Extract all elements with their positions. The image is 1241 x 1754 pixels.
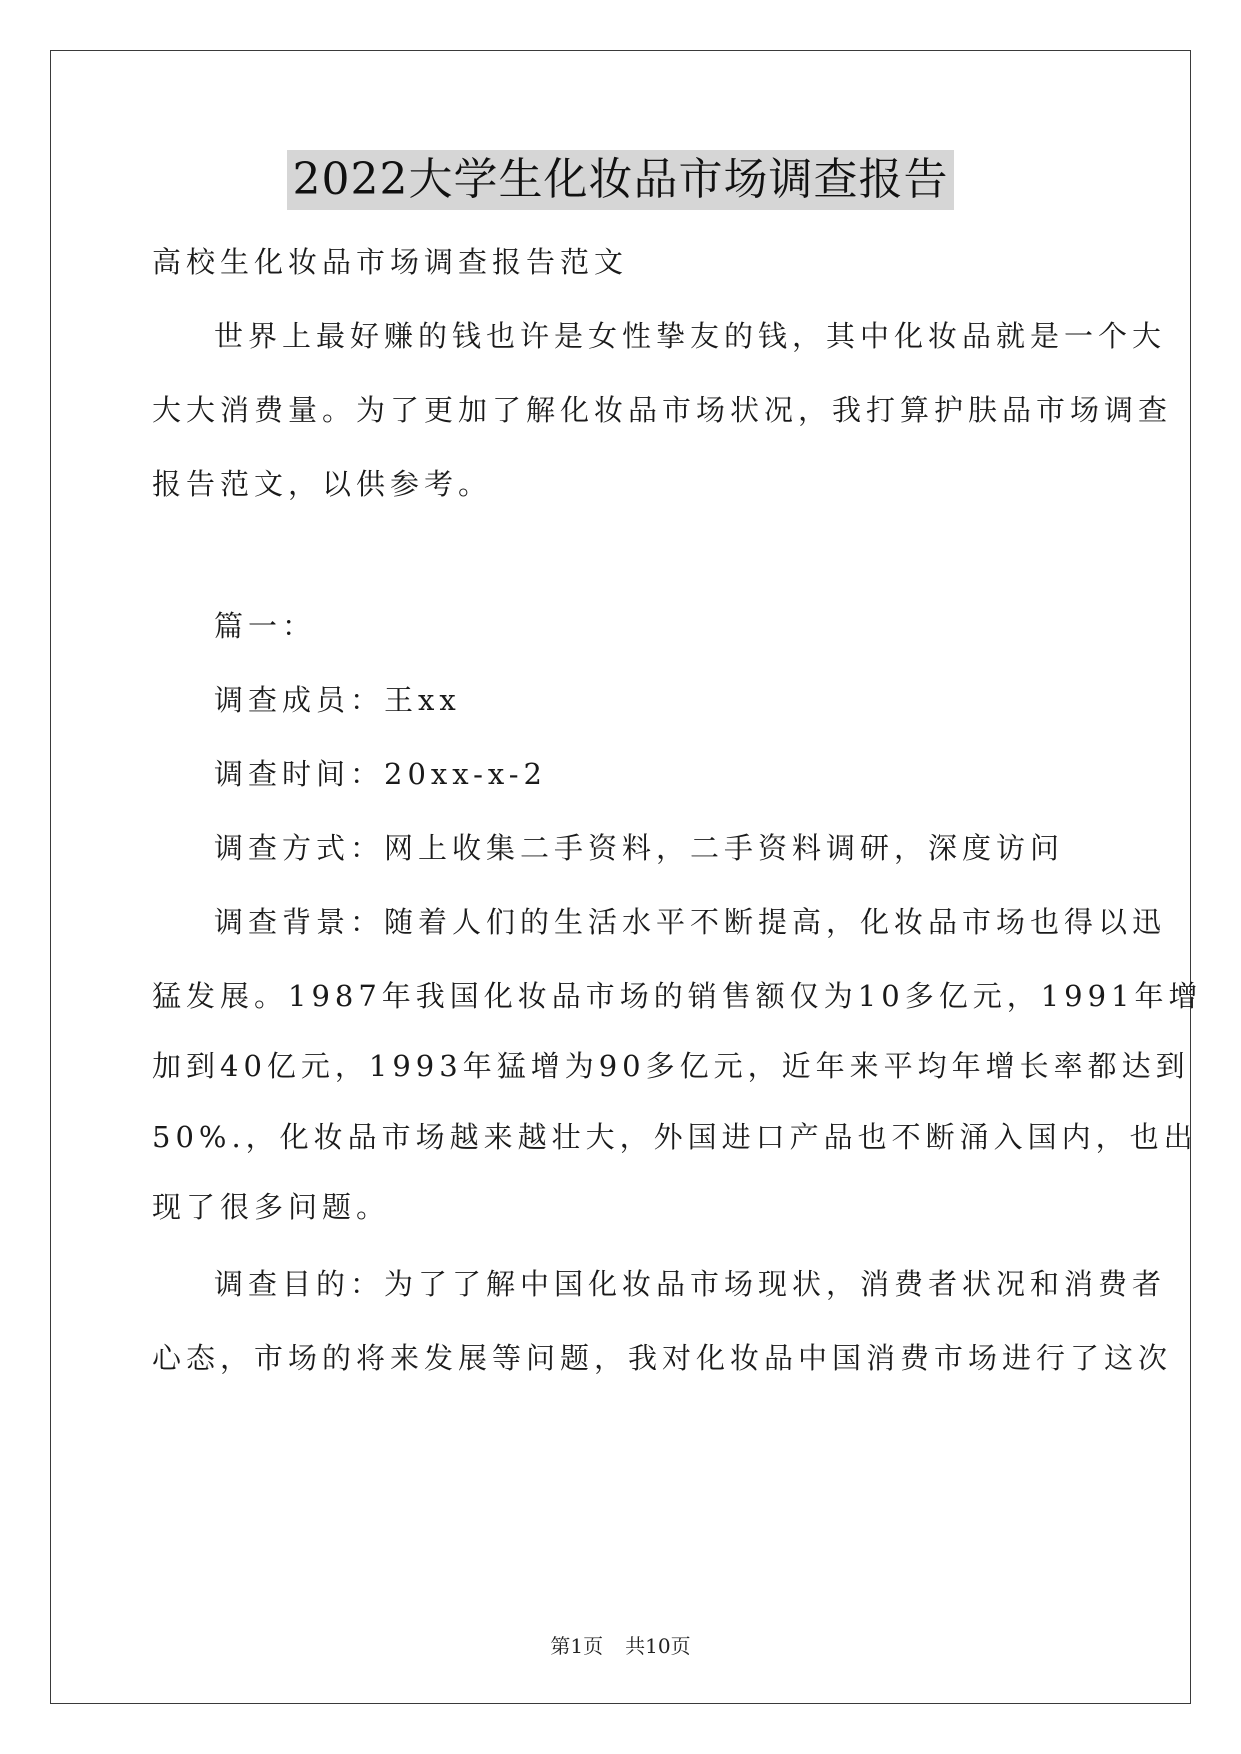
page-border	[50, 50, 1191, 1704]
intro-line: 世界上最好赚的钱也许是女性挚友的钱，其中化妆品就是一个大	[214, 319, 1167, 353]
background-line: 现了很多问题。	[152, 1190, 391, 1224]
document-title: 2022大学生化妆品市场调查报告	[287, 150, 955, 210]
page-footer	[0, 1630, 1241, 1659]
intro-line: 大大消费量。为了更加了解化妆品市场状况，我打算护肤品市场调查	[152, 393, 1173, 427]
title-container	[0, 150, 1241, 210]
page-number: 第1页	[550, 1634, 604, 1658]
survey-method: 调查方式：网上收集二手资料，二手资料调研，深度访问	[214, 831, 1065, 865]
survey-time: 调查时间：20xx-x-2	[214, 757, 547, 791]
purpose-line: 调查目的：为了了解中国化妆品市场现状，消费者状况和消费者	[214, 1267, 1167, 1301]
purpose-line: 心态，市场的将来发展等问题，我对化妆品中国消费市场进行了这次	[152, 1341, 1173, 1375]
background-line: 加到40亿元，1993年猛增为90多亿元，近年来平均年增长率都达到	[152, 1049, 1190, 1083]
section-heading: 篇一：	[214, 609, 317, 643]
survey-members: 调查成员：王xx	[214, 683, 461, 717]
page-total: 共10页	[625, 1634, 691, 1658]
subtitle: 高校生化妆品市场调查报告范文	[152, 245, 629, 279]
background-line: 猛发展。1987年我国化妆品市场的销售额仅为10多亿元，1991年增	[152, 979, 1203, 1013]
background-line: 50%.，化妆品市场越来越壮大，外国进口产品也不断涌入国内，也出	[152, 1120, 1198, 1154]
background-line: 调查背景：随着人们的生活水平不断提高，化妆品市场也得以迅	[214, 905, 1167, 939]
intro-line: 报告范文，以供参考。	[152, 467, 493, 501]
